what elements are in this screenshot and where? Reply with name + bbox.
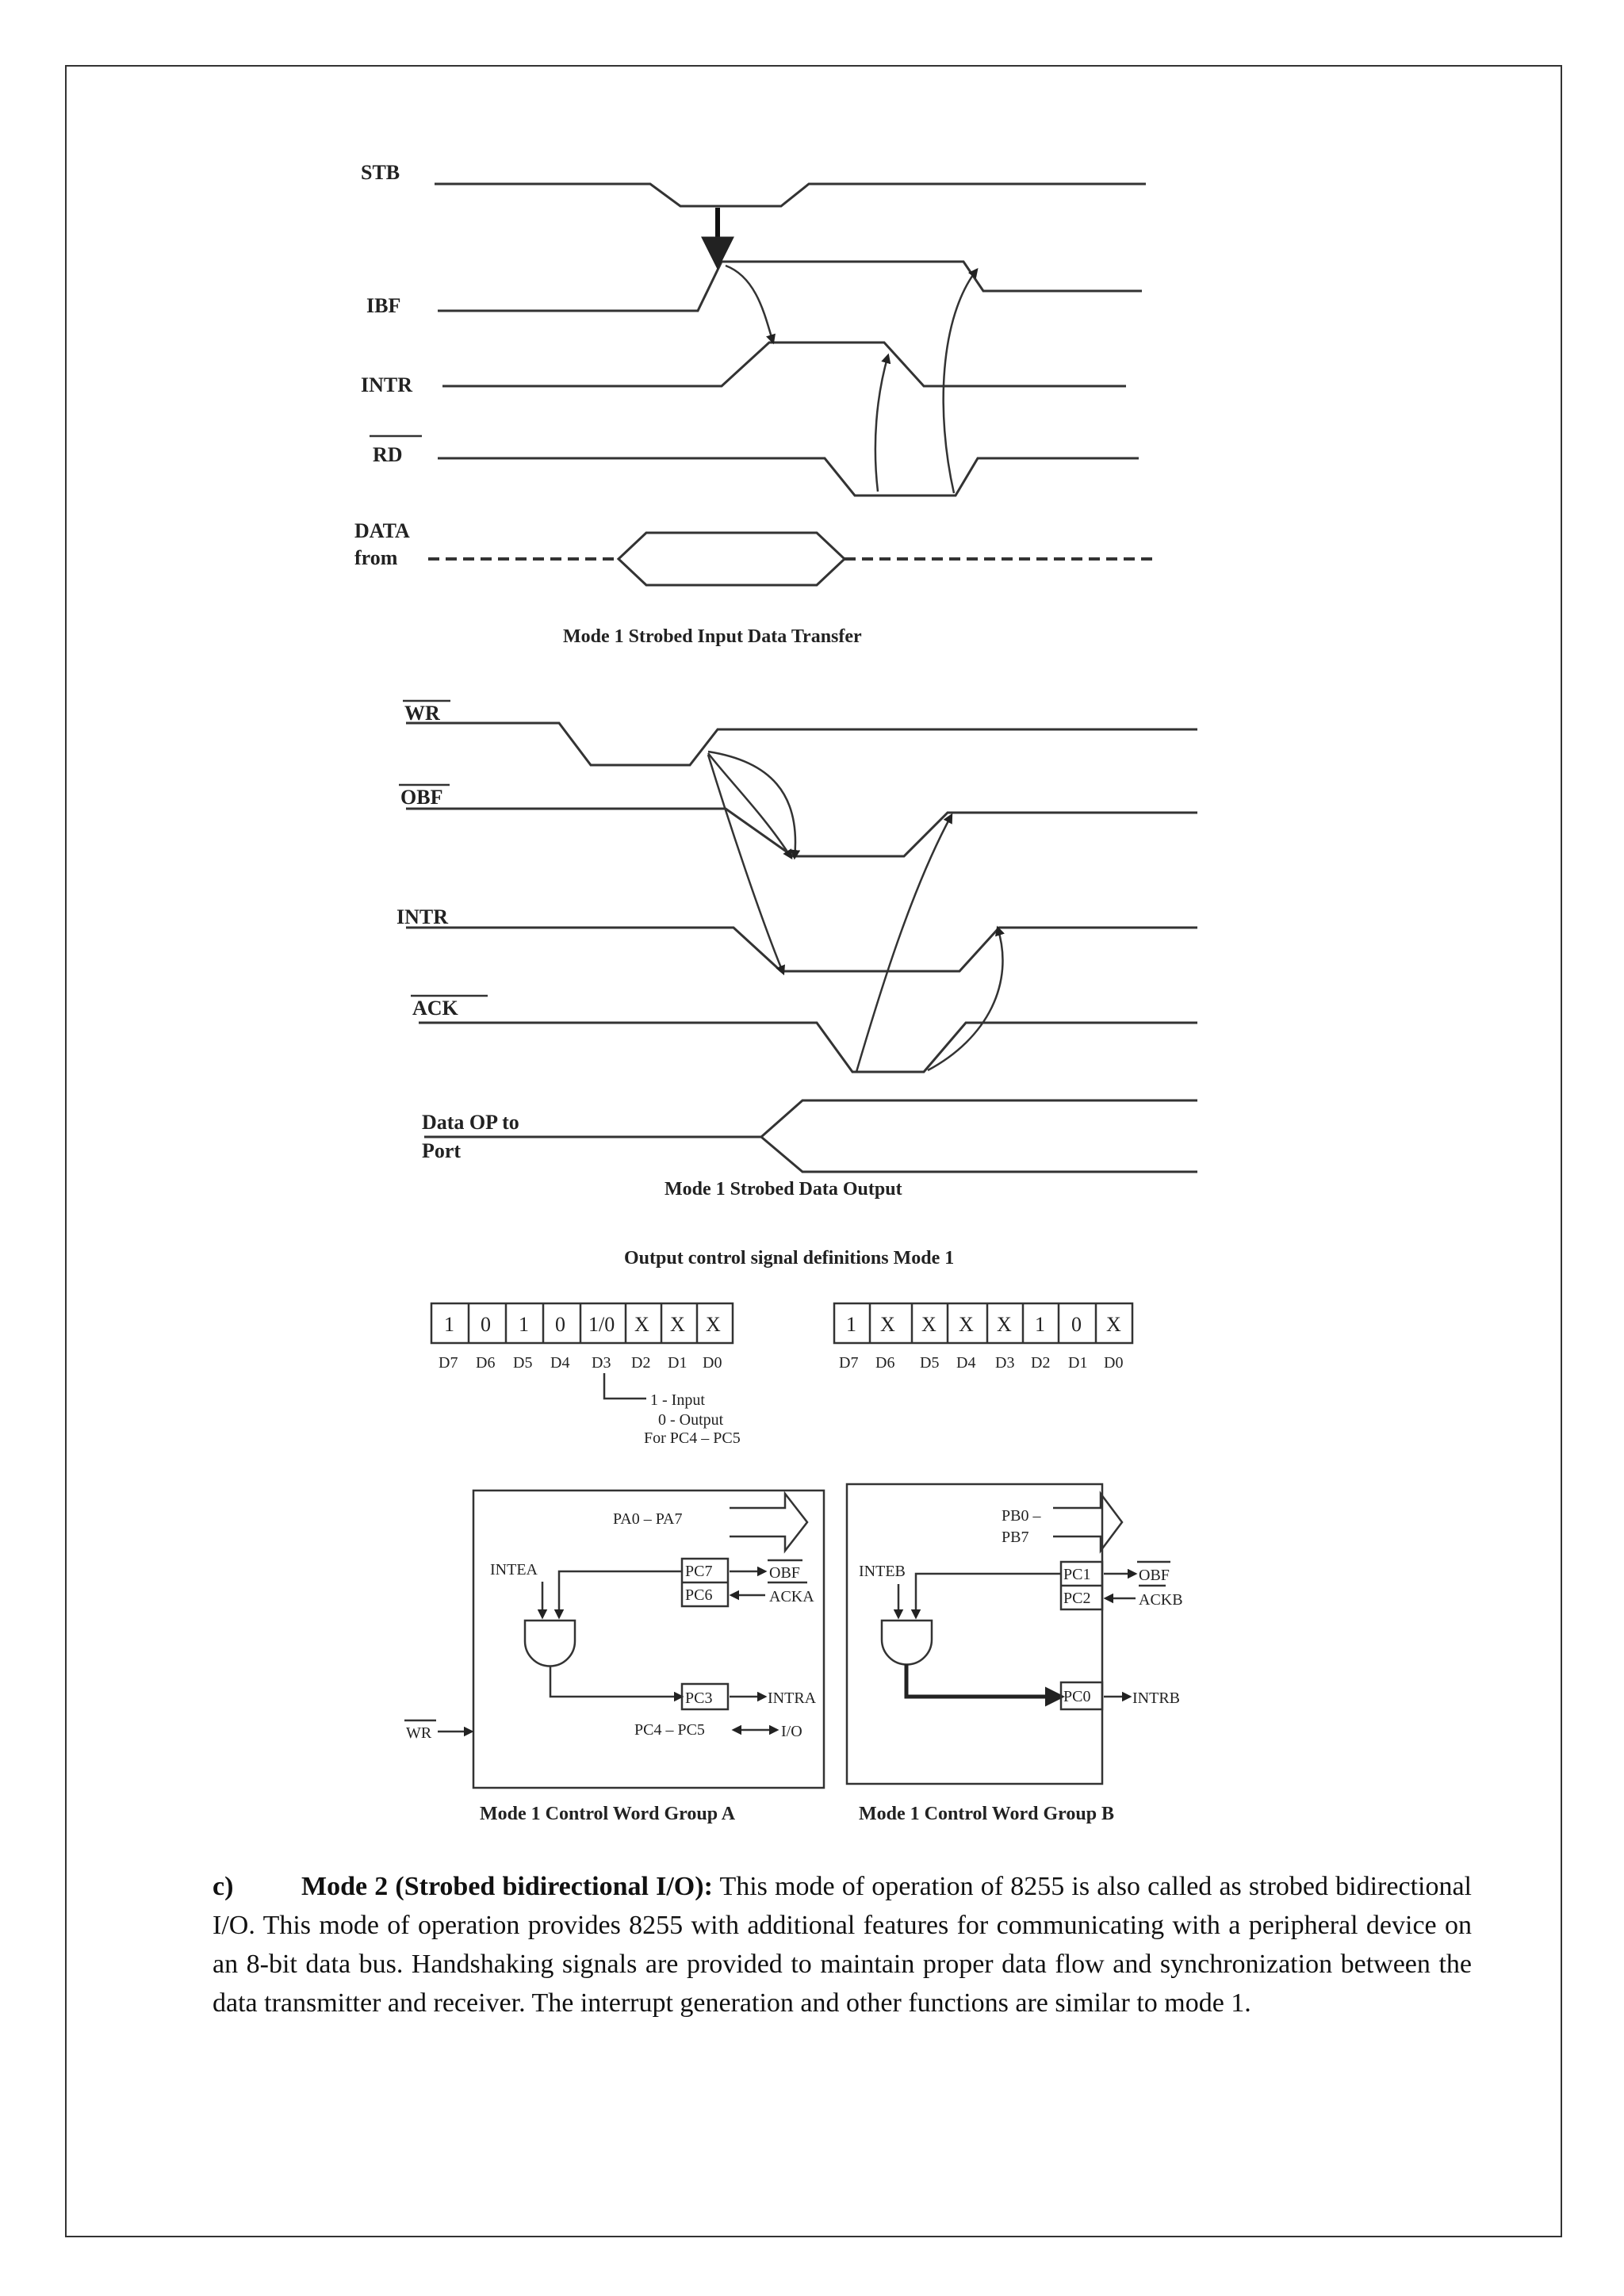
bitlabel-b-d1: D1	[1068, 1354, 1088, 1372]
group-b-and-output	[906, 1664, 1061, 1697]
bitlabel-a-d5: D5	[513, 1354, 533, 1372]
ibf-to-intr-arrow	[726, 266, 773, 342]
signal-label-obf: OBF	[400, 786, 443, 809]
signal-label-rd: RD	[373, 443, 403, 466]
signal-label-intr-2: INTR	[396, 905, 449, 928]
group-b-and-gate	[882, 1621, 932, 1665]
group-a-pin-pc6: PC6	[685, 1586, 713, 1604]
group-b-block	[847, 1484, 1183, 1824]
stb-waveform	[435, 184, 1146, 206]
caption-strobed-output: Mode 1 Strobed Data Output	[665, 1179, 902, 1200]
group-b-inte-line	[916, 1574, 1061, 1617]
bitlabel-a-d3: D3	[592, 1354, 611, 1372]
section-c-text: This mode of operation of 8255 is also called as strobed bidirectional I/O. This mode of operation provides 8255 with additional features for communicating with a peripheral device on an 8-bit data bus. Handshaking signals are provided to maintain proper data flow and synchronization between the data transmitter and receiver. The interrupt generation and other functions are similar to mode 1.	[213, 1872, 1472, 2018]
group-a-port-arrow	[730, 1494, 807, 1551]
intr-waveform-2	[406, 928, 1197, 971]
bitlabel-a-d4: D4	[550, 1354, 570, 1372]
strobed-input-timing-diagram	[354, 161, 1154, 647]
signal-label-intr: INTR	[361, 373, 413, 396]
signal-label-wr: WR	[404, 702, 440, 725]
data-valid-window	[619, 533, 845, 585]
obf-waveform	[406, 809, 1197, 856]
bitlabel-a-d6: D6	[476, 1354, 496, 1372]
bit-b-d6: X	[880, 1313, 895, 1336]
bit-b-d5: X	[921, 1313, 936, 1336]
group-b-pin-pc2: PC2	[1063, 1590, 1091, 1607]
group-b-port-label-1: PB0 –	[1002, 1507, 1041, 1525]
bit-a-d2: X	[634, 1313, 649, 1336]
caption-strobed-input: Mode 1 Strobed Input Data Transfer	[563, 626, 862, 647]
control-word-a	[431, 1303, 741, 1447]
group-a-inte-label: INTEA	[490, 1561, 538, 1578]
group-b-pin-pc1: PC1	[1063, 1566, 1091, 1583]
bit-a-d0: X	[706, 1313, 721, 1336]
control-signal-title: Output control signal definitions Mode 1	[624, 1248, 955, 1269]
bit-b-d2: 1	[1035, 1313, 1045, 1336]
control-word-b-box	[834, 1303, 1132, 1343]
ibf-waveform	[438, 262, 1142, 311]
signal-label-data-op: Data OP to	[422, 1111, 519, 1134]
signal-label-ack: ACK	[412, 997, 458, 1020]
section-c-paragraph	[213, 1867, 1472, 2022]
note-input: 1 - Input	[650, 1391, 705, 1409]
group-a-pin-pc4-pc5: PC4 – PC5	[634, 1721, 705, 1739]
signal-label-from: from	[354, 546, 398, 569]
ack-waveform	[419, 1023, 1197, 1072]
bitlabel-b-d7: D7	[839, 1354, 859, 1372]
bit-a-d6: 0	[481, 1313, 491, 1336]
bit-a-d4: 0	[555, 1313, 565, 1336]
bit-b-d7: 1	[846, 1313, 856, 1336]
wr-waveform	[406, 723, 1197, 765]
bitlabel-a-d1: D1	[668, 1354, 688, 1372]
control-word-figure	[404, 1248, 1183, 1824]
bit-b-d3: X	[997, 1313, 1012, 1336]
bitlabel-b-d3: D3	[995, 1354, 1015, 1372]
group-b-port-arrow	[1053, 1494, 1122, 1551]
wr-to-obf-arrow	[708, 753, 791, 858]
control-word-b	[834, 1303, 1132, 1372]
intr-waveform	[442, 342, 1126, 386]
note-for-pc: For PC4 – PC5	[644, 1429, 741, 1447]
bitlabel-a-d0: D0	[703, 1354, 722, 1372]
group-a-box	[473, 1490, 824, 1788]
group-a-inte-line	[559, 1571, 682, 1617]
group-b-port-label-2: PB7	[1002, 1529, 1029, 1546]
bitlabel-b-d4: D4	[956, 1354, 976, 1372]
group-a-pin-pc7: PC7	[685, 1563, 713, 1580]
group-a-port-label: PA0 – PA7	[613, 1510, 683, 1528]
section-c-label: c)	[213, 1872, 234, 1901]
group-a-wr-label: WR	[406, 1724, 432, 1742]
ack-to-obf-arrow	[856, 815, 952, 1072]
signal-label-ibf: IBF	[366, 294, 401, 317]
signal-label-stb: STB	[361, 161, 400, 184]
bitlabel-b-d6: D6	[875, 1354, 895, 1372]
bit-b-d4: X	[959, 1313, 974, 1336]
group-b-pin-pc0: PC0	[1063, 1688, 1091, 1705]
group-a-obf-label: OBF	[769, 1564, 800, 1582]
bitlabel-a-d2: D2	[631, 1354, 651, 1372]
group-a-pin-pc3: PC3	[685, 1689, 713, 1707]
group-a-and-gate	[525, 1621, 575, 1667]
group-b-obf-label: OBF	[1139, 1567, 1170, 1584]
control-word-a-box	[431, 1303, 733, 1343]
signal-label-port: Port	[422, 1139, 462, 1162]
data-op-line	[424, 1100, 1197, 1137]
d3-note-leader	[604, 1373, 646, 1399]
caption-group-b: Mode 1 Control Word Group B	[859, 1804, 1115, 1824]
bit-a-d7: 1	[444, 1313, 454, 1336]
bitlabel-b-d5: D5	[920, 1354, 940, 1372]
strobed-output-timing-diagram	[396, 701, 1197, 1200]
bit-a-d3: 1/0	[588, 1313, 615, 1336]
rd-to-intr-arrow	[875, 355, 888, 492]
bit-a-d5: 1	[519, 1313, 529, 1336]
ack-to-intr-arrow	[928, 928, 1002, 1070]
group-b-ack-label: ACKB	[1139, 1591, 1183, 1609]
signal-label-data: DATA	[354, 519, 410, 542]
rd-waveform	[438, 458, 1139, 496]
section-c-heading: Mode 2 (Strobed bidirectional I/O):	[301, 1872, 713, 1901]
group-b-inte-label: INTEB	[859, 1563, 906, 1580]
bit-a-d1: X	[670, 1313, 685, 1336]
group-b-intr-label: INTRB	[1132, 1689, 1180, 1707]
note-output: 0 - Output	[658, 1411, 724, 1429]
bit-b-d0: X	[1106, 1313, 1121, 1336]
group-a-intr-label: INTRA	[768, 1689, 817, 1707]
bitlabel-a-d7: D7	[439, 1354, 458, 1372]
caption-group-a: Mode 1 Control Word Group A	[480, 1804, 736, 1824]
group-b-box	[847, 1484, 1102, 1784]
bitlabel-b-d0: D0	[1104, 1354, 1124, 1372]
group-a-block	[404, 1490, 824, 1824]
data-op-line-low	[761, 1137, 1197, 1172]
bitlabel-b-d2: D2	[1031, 1354, 1051, 1372]
group-a-io-label: I/O	[781, 1723, 802, 1740]
rd-to-ibf-arrow	[944, 270, 977, 493]
group-a-and-output	[550, 1666, 682, 1697]
bit-b-d1: 0	[1071, 1313, 1082, 1336]
wr-to-intr-arrow	[708, 755, 783, 974]
group-a-ack-label: ACKA	[769, 1588, 814, 1605]
